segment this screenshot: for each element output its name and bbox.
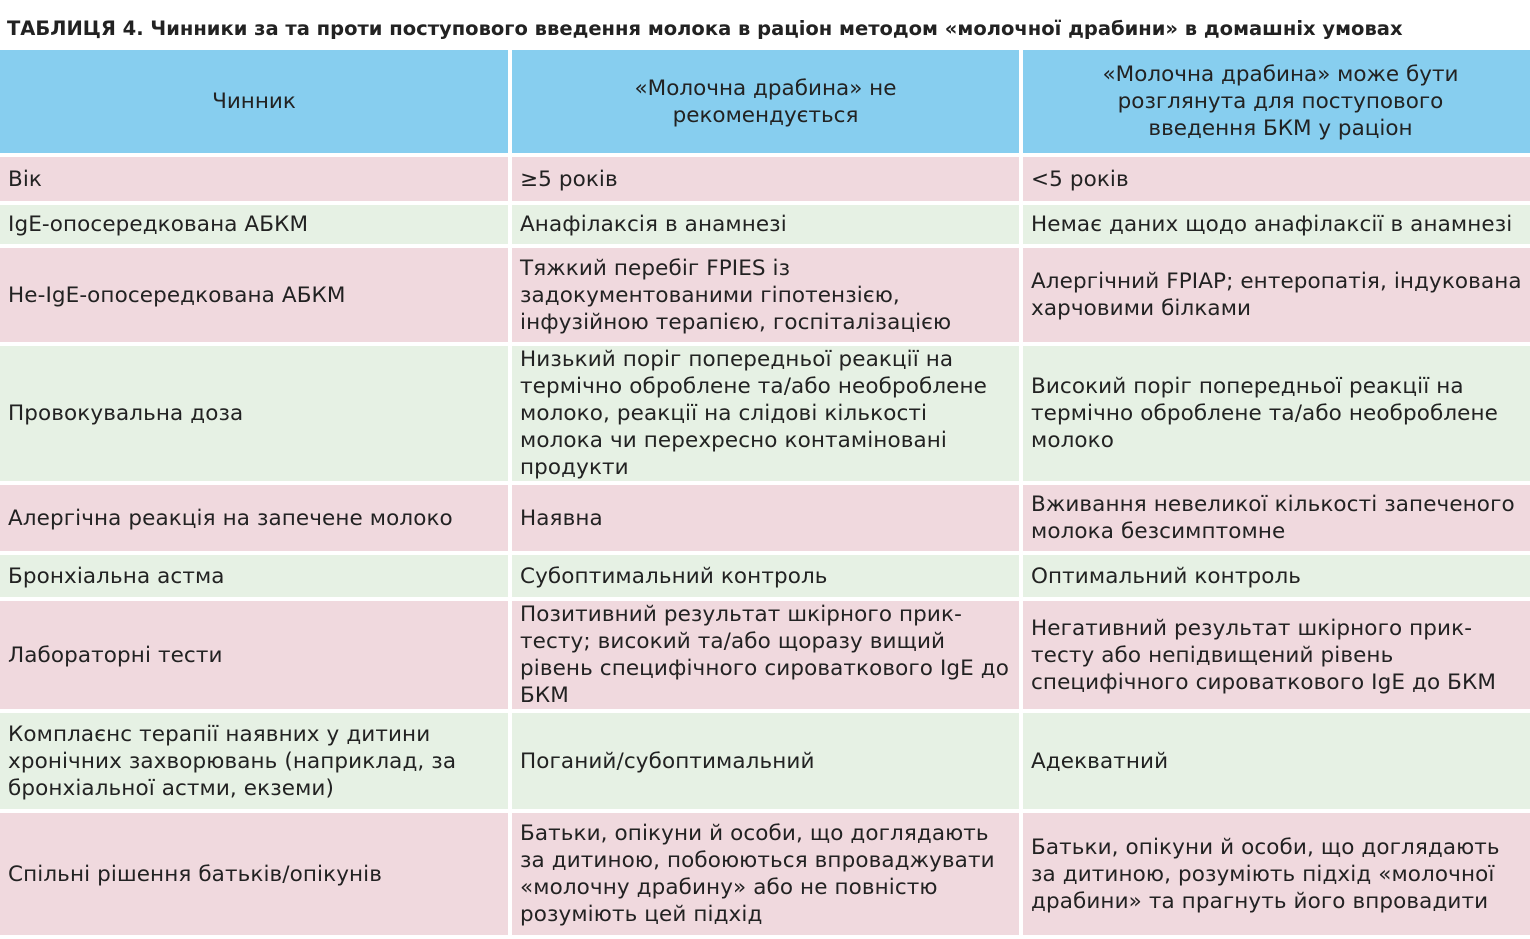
not-recommended-cell: Батьки, опікуни й особи, що доглядають за дитиною, побоюються впроваджувати «молочну драбину» або не повністю розуміють цей підхід bbox=[512, 813, 1019, 935]
factor-cell: Провокувальна доза bbox=[0, 346, 508, 481]
table-row bbox=[0, 813, 1530, 935]
factor-cell: Вік bbox=[0, 157, 508, 201]
factor-cell: Лабораторні тести bbox=[0, 601, 508, 709]
may-be-considered-cell: Батьки, опікуни й особи, що доглядають за дитиною, розуміють підхід «молочної драбини» та прагнуть його впровадити bbox=[1023, 813, 1530, 935]
not-recommended-cell: Поганий/субоптимальний bbox=[512, 713, 1019, 809]
table-row bbox=[0, 555, 1530, 597]
may-be-considered-cell: Негативний результат шкірного прик-тесту або непідвищений рівень специфічного сироваткового IgE до БКМ bbox=[1023, 601, 1530, 709]
table-row bbox=[0, 713, 1530, 809]
not-recommended-cell: Низький поріг попередньої реакції на термічно оброблене та/або необроблене молоко, реакції на слідові кількості молока чи перехресно контаміновані продукти bbox=[512, 346, 1019, 481]
factor-cell: Не-IgE-опосередкована АБКМ bbox=[0, 248, 508, 342]
table-row bbox=[0, 248, 1530, 342]
not-recommended-cell: Наявна bbox=[512, 485, 1019, 551]
factors-table bbox=[0, 46, 1530, 939]
factor-cell: IgE-опосередкована АБКМ bbox=[0, 205, 508, 244]
header-may-be-considered: «Молочна драбина» може бути розглянута для поступового введення БКМ у раціон bbox=[1023, 50, 1530, 153]
table-row bbox=[0, 346, 1530, 481]
may-be-considered-cell: Високий поріг попередньої реакції на термічно оброблене та/або необроблене молоко bbox=[1023, 346, 1530, 481]
not-recommended-cell: Тяжкий перебіг FPIES із задокументованими гіпотензією, інфузійною терапією, госпіталізацією bbox=[512, 248, 1019, 342]
may-be-considered-cell: Немає даних щодо анафілаксії в анамнезі bbox=[1023, 205, 1530, 244]
not-recommended-cell: Субоптимальний контроль bbox=[512, 555, 1019, 597]
table-row bbox=[0, 485, 1530, 551]
not-recommended-cell: ≥5 років bbox=[512, 157, 1019, 201]
factor-cell: Бронхіальна астма bbox=[0, 555, 508, 597]
not-recommended-cell: Анафілаксія в анамнезі bbox=[512, 205, 1019, 244]
may-be-considered-cell: Алергічний FPIAP; ентеропатія, індукована харчовими білками bbox=[1023, 248, 1530, 342]
factor-cell: Спільні рішення батьків/опікунів bbox=[0, 813, 508, 935]
table-title: ТАБЛИЦЯ 4. Чинники за та проти поступового введення молока в раціон методом «молочної драбини» в домашніх умовах bbox=[7, 17, 1403, 40]
header-factor: Чинник bbox=[0, 50, 508, 153]
may-be-considered-cell: <5 років bbox=[1023, 157, 1530, 201]
table-row bbox=[0, 157, 1530, 201]
header-not-recommended: «Молочна драбина» не рекомендується bbox=[512, 50, 1019, 153]
factor-cell: Алергічна реакція на запечене молоко bbox=[0, 485, 508, 551]
table-row bbox=[0, 205, 1530, 244]
may-be-considered-cell: Оптимальний контроль bbox=[1023, 555, 1530, 597]
factor-cell: Комплаєнс терапії наявних у дитини хронічних захворювань (наприклад, за бронхіальної астми, екземи) bbox=[0, 713, 508, 809]
table-header-row bbox=[0, 50, 1530, 153]
not-recommended-cell: Позитивний результат шкірного прик-тесту; високий та/або щоразу вищий рівень специфічного сироваткового IgE до БКМ bbox=[512, 601, 1019, 709]
may-be-considered-cell: Адекватний bbox=[1023, 713, 1530, 809]
table-row bbox=[0, 601, 1530, 709]
may-be-considered-cell: Вживання невеликої кількості запеченого молока безсимптомне bbox=[1023, 485, 1530, 551]
